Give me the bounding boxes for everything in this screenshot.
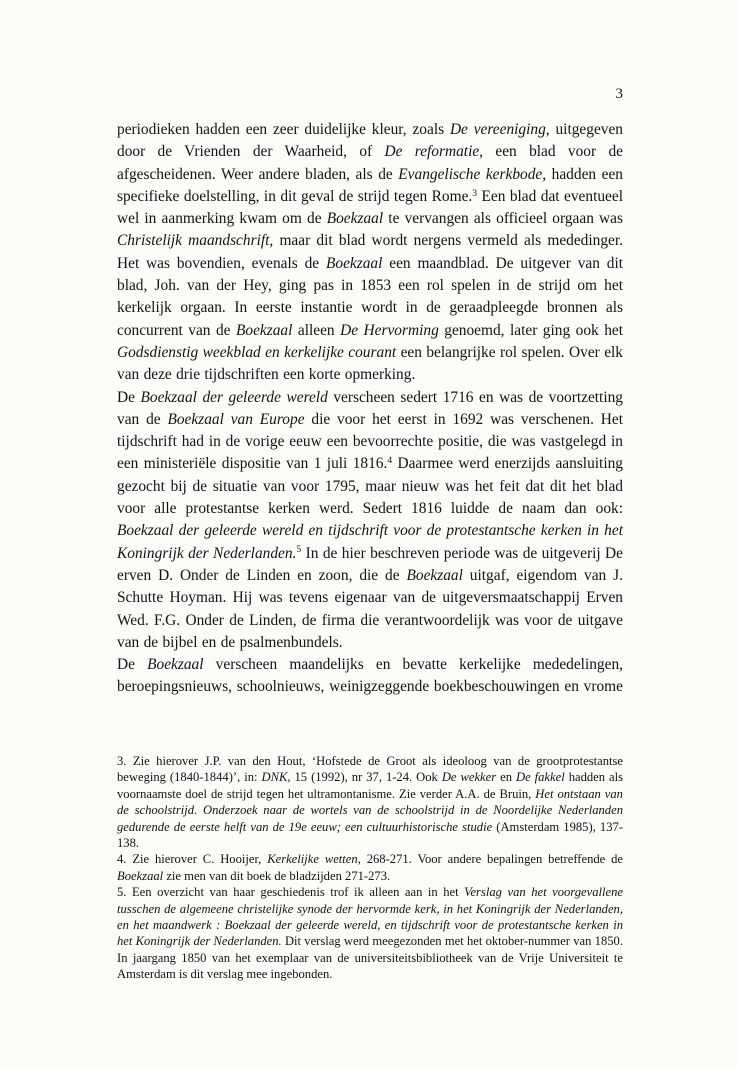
- body-paragraph-3: De Boekzaal verscheen maandelijks en bevatte kerkelijke mededelingen, beroepingsnieuws, schoolnieuws, weinigzeggende boekbeschouwingen en vrome: [117, 656, 623, 696]
- page-number: 3: [615, 86, 623, 102]
- body-paragraph-2: De Boekzaal der geleerde wereld verscheen sedert 1716 en was de voortzetting van de Boekzaal van Europe die voor het eerst in 1692 was verschenen. Het tijdschrift had in de vorige eeuw een bevoorrechte positie, die was vastgelegd in een ministeriële dispositie van 1 juli 1816.$^4$ Daarmee werd enerzijds aansluiting gezocht bij de situatie van voor 1795, maar nieuw was het feit dat dit het blad voor alle protestantse kerken werd. Sedert 1816 luidde de naam dan ook: Boekzaal der geleerde wereld en tijdschrift voor de protestantsche kerken in het Koningrijk der Nederlanden.$^5$ In de hier beschreven periode was de uitgeverij De erven D. Onder de Linden en zoon, die de Boekzaal uitgaf, eigendom van J. Schutte Hoyman. Hij was tevens eigenaar van de uitgeversmaatschappij Erven Wed. F.G. Onder de Linden, de firma die verantwoordelijk was voor de uitgave van de bijbel en de psalmenbundels.: [117, 388, 624, 651]
- body-text: [117, 119, 623, 699]
- text-block: [117, 86, 623, 699]
- footnotes: [117, 753, 623, 983]
- footnote-3: 3. Zie hierover J.P. van den Hout, ‘Hofstede de Groot als ideoloog van de grootprotestantse beweging (1840-1844)’, in: DNK, 15 (1992), nr 37, 1-24. Ook De wekker en De fakkel hadden als voornaamste doel de strijd tegen het ultramontanisme. Zie verder A.A. de Bruin, Het ontstaan van de schoolstrijd. Onderzoek naar de wortels van de schoolstrijd in de Noordelijke Nederlanden gedurende de eerste helft van de 19e eeuw; een cultuurhistorische studie (Amsterdam 1985), 137-138.: [117, 754, 624, 851]
- body-paragraph-1: periodieken hadden een zeer duidelijke kleur, zoals De vereeniging, uitgegeven door de Vrienden der Waarheid, of De reformatie, een blad voor de afgescheidenen. Weer andere bladen, als de Evangelische kerkbode, hadden een specifieke doelstelling, in dit geval de strijd tegen Rome.$^3$ Een blad dat eventueel wel in aanmerking kwam om de Boekzaal te vervangen als officieel orgaan was Christelijk maandschrift, maar dit blad wordt nergens vermeld als mededinger. Het was bovendien, evenals de Boekzaal een maandblad. De uitgever van dit blad, Joh. van der Hey, ging pas in 1853 een rol spelen in de strijd om het kerkelijk orgaan. In eerste instantie wordt in de geraadpleegde bronnen als concurrent van de Boekzaal alleen De Hervorming genoemd, later ging ook het Godsdienstig weekblad en kerkelijke courant een belangrijke rol spelen. Over elk van deze drie tijdschriften een korte opmerking.: [117, 121, 624, 384]
- footnote-5: 5. Een overzicht van haar geschiedenis trof ik alleen aan in het Verslag van het voorgevallene tusschen de algemeene christelijke synode der hervormde kerk, in het Koningrijk der Nederlanden, en het maandwerk : Boekzaal der geleerde wereld, en tijdschrift voor de protestantsche kerken in het Koningrijk der Nederlanden. Dit verslag werd meegezonden met het oktober-nummer van 1850. In jaargang 1850 van het exemplaar van de universiteitsbibliotheek van de Vrije Universiteit te Amsterdam is dit verslag mee ingebonden.: [117, 885, 623, 982]
- footnote-4: 4. Zie hierover C. Hooijer, Kerkelijke wetten, 268-271. Voor andere bepalingen betreffende de Boekzaal zie men van dit boek de bladzijden 271-273.: [117, 852, 624, 883]
